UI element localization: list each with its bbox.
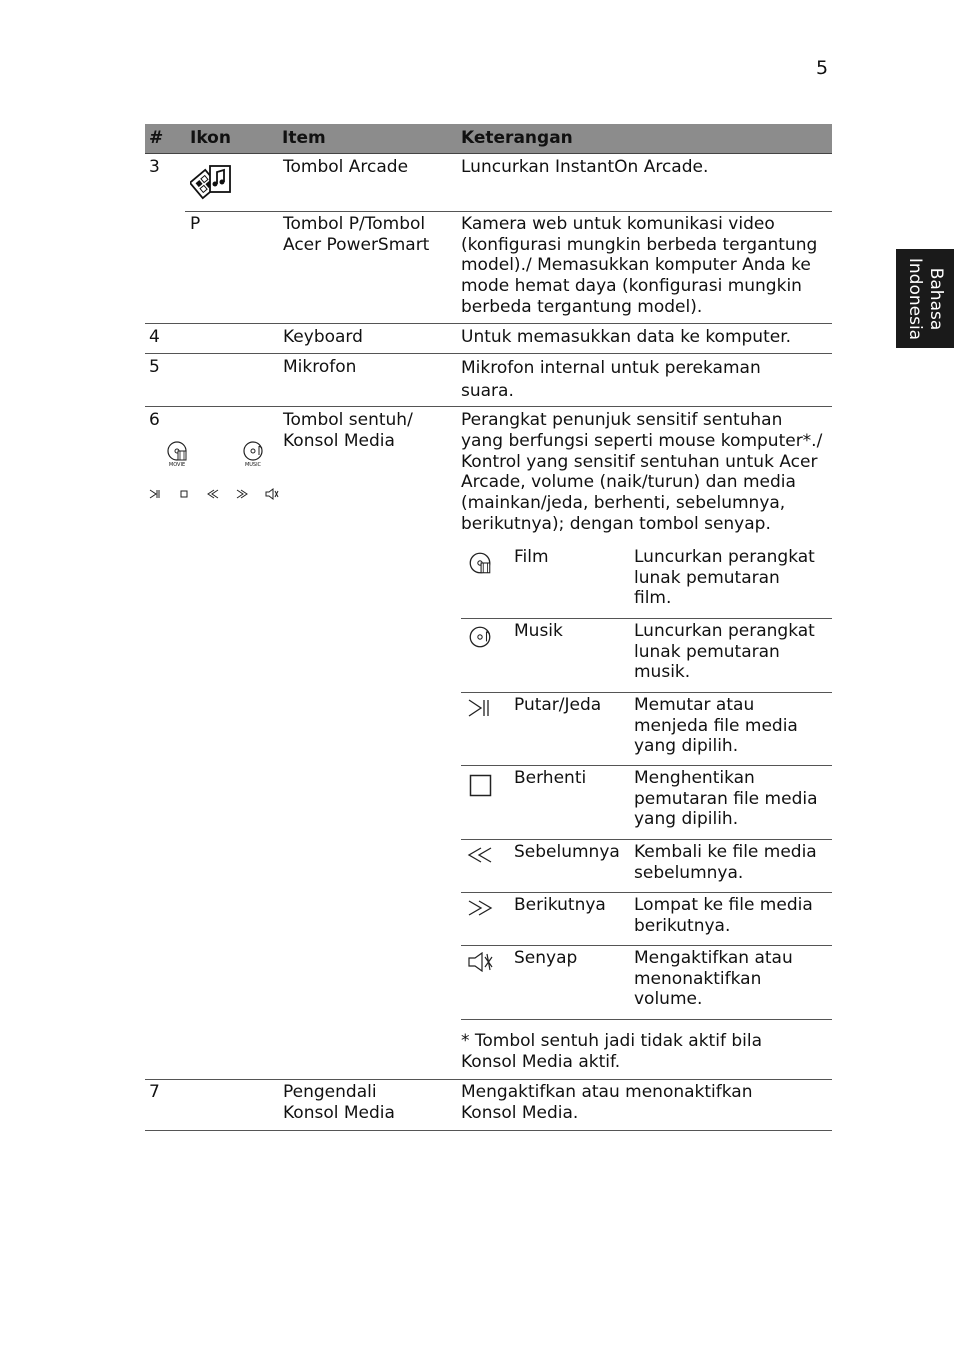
sub-row-divider (461, 945, 832, 946)
sub-mute-description: Mengaktifkan atau menonaktifkan volume. (634, 948, 793, 1010)
row-p-item: Tombol P/Tombol Acer PowerSmart (283, 214, 430, 255)
sub-row-divider (461, 765, 832, 766)
language-label-line: Indonesia (905, 257, 925, 340)
row-5-number: 5 (149, 357, 160, 377)
play-pause-icon (150, 490, 159, 498)
sub-row-divider (461, 618, 832, 619)
sub-stop-description: Menghentikan pemutaran file media yang dipilih. (634, 768, 818, 830)
sub-next-description: Lompat ke file media berikutnya. (634, 895, 813, 936)
header-icon: Ikon (190, 128, 231, 148)
row-3-description: Luncurkan InstantOn Arcade. (461, 157, 709, 177)
table-bottom-border (145, 1130, 832, 1131)
mute-icon (467, 952, 495, 972)
header-num: # (149, 128, 164, 148)
sub-mute-name: Senyap (514, 948, 578, 968)
sub-next-name: Berikutnya (514, 895, 606, 915)
sub-previous-name: Sebelumnya (514, 842, 620, 862)
row-3-item: Tombol Arcade (283, 157, 409, 177)
sub-film-description: Luncurkan perangkat lunak pemutaran film. (634, 547, 815, 609)
row-7-item: Pengendali Konsol Media (283, 1082, 395, 1123)
language-label (904, 257, 946, 339)
movie-icon (163, 440, 193, 468)
language-side-tab (896, 249, 954, 348)
header-description: Keterangan (461, 128, 573, 148)
row-4-number: 4 (149, 327, 160, 347)
next-icon (467, 899, 495, 917)
sub-film-name: Film (514, 547, 549, 567)
row-5-item: Mikrofon (283, 357, 357, 377)
previous-icon (208, 490, 218, 498)
sub-previous-description: Kembali ke file media sebelumnya. (634, 842, 817, 883)
table-header (145, 124, 832, 154)
play-pause-icon (467, 698, 493, 718)
sub-row-divider (461, 892, 832, 893)
language-label-line: Bahasa (926, 267, 946, 330)
media-controls-icons (148, 488, 280, 500)
next-icon (237, 490, 247, 498)
row-divider (145, 1079, 832, 1080)
stop-icon (469, 774, 493, 798)
row-6-number: 6 (149, 410, 160, 430)
sub-stop-name: Berhenti (514, 768, 587, 788)
row-5-description: Mikrofon internal untuk perekaman suara. (461, 358, 761, 401)
row-3-number: 3 (149, 157, 160, 177)
touchpad-note: * Tombol sentuh jadi tidak aktif bila Konsol Media aktif. (461, 1031, 762, 1072)
movie-icon-label: MOVIE (168, 462, 186, 468)
row-divider (145, 353, 832, 354)
row-6-description: Perangkat penunjuk sensitif sentuhan yang berfungsi seperti mouse komputer*./ Kontrol yang sensitif sentuhan untuk Acer Arcade, volume (naik/turun) dan media (mainkan/jeda, berhenti, sebelumnya, berikutnya); dengan tombol senyap. (461, 410, 823, 534)
row-7-description: Mengaktifkan atau menonaktifkan Konsol Media. (461, 1082, 753, 1123)
movie-icon (467, 551, 493, 575)
previous-icon (467, 846, 495, 864)
page-number: 5 (816, 57, 829, 79)
header-item: Item (282, 128, 326, 148)
stop-icon (181, 491, 187, 497)
sub-play-pause-name: Putar/Jeda (514, 695, 602, 715)
row-divider (145, 406, 832, 407)
sub-row-divider (461, 839, 832, 840)
music-icon (467, 625, 493, 649)
arcade-icon (190, 162, 232, 200)
row-4-description: Untuk memasukkan data ke komputer. (461, 327, 792, 347)
row-4-item: Keyboard (283, 327, 363, 347)
row-divider (185, 211, 832, 212)
sub-play-pause-description: Memutar atau menjeda file media yang dipilih. (634, 695, 798, 757)
sub-music-name: Musik (514, 621, 563, 641)
row-7-number: 7 (149, 1082, 160, 1102)
music-icon-label: MUSIC (244, 462, 262, 468)
row-6-item: Tombol sentuh/ Konsol Media (283, 410, 413, 451)
sub-music-description: Luncurkan perangkat lunak pemutaran musik. (634, 621, 815, 683)
row-p-description: Kamera web untuk komunikasi video (konfigurasi mungkin berbeda tergantung model)./ Memasukkan komputer Anda ke mode hemat daya (konfigurasi mungkin berbeda tergantung model). (461, 214, 818, 317)
row-p-icon-label: P (190, 214, 201, 234)
music-icon (239, 440, 269, 468)
row-divider (145, 323, 832, 324)
sub-row-divider (461, 1019, 832, 1020)
sub-row-divider (461, 692, 832, 693)
mute-icon (266, 489, 278, 499)
